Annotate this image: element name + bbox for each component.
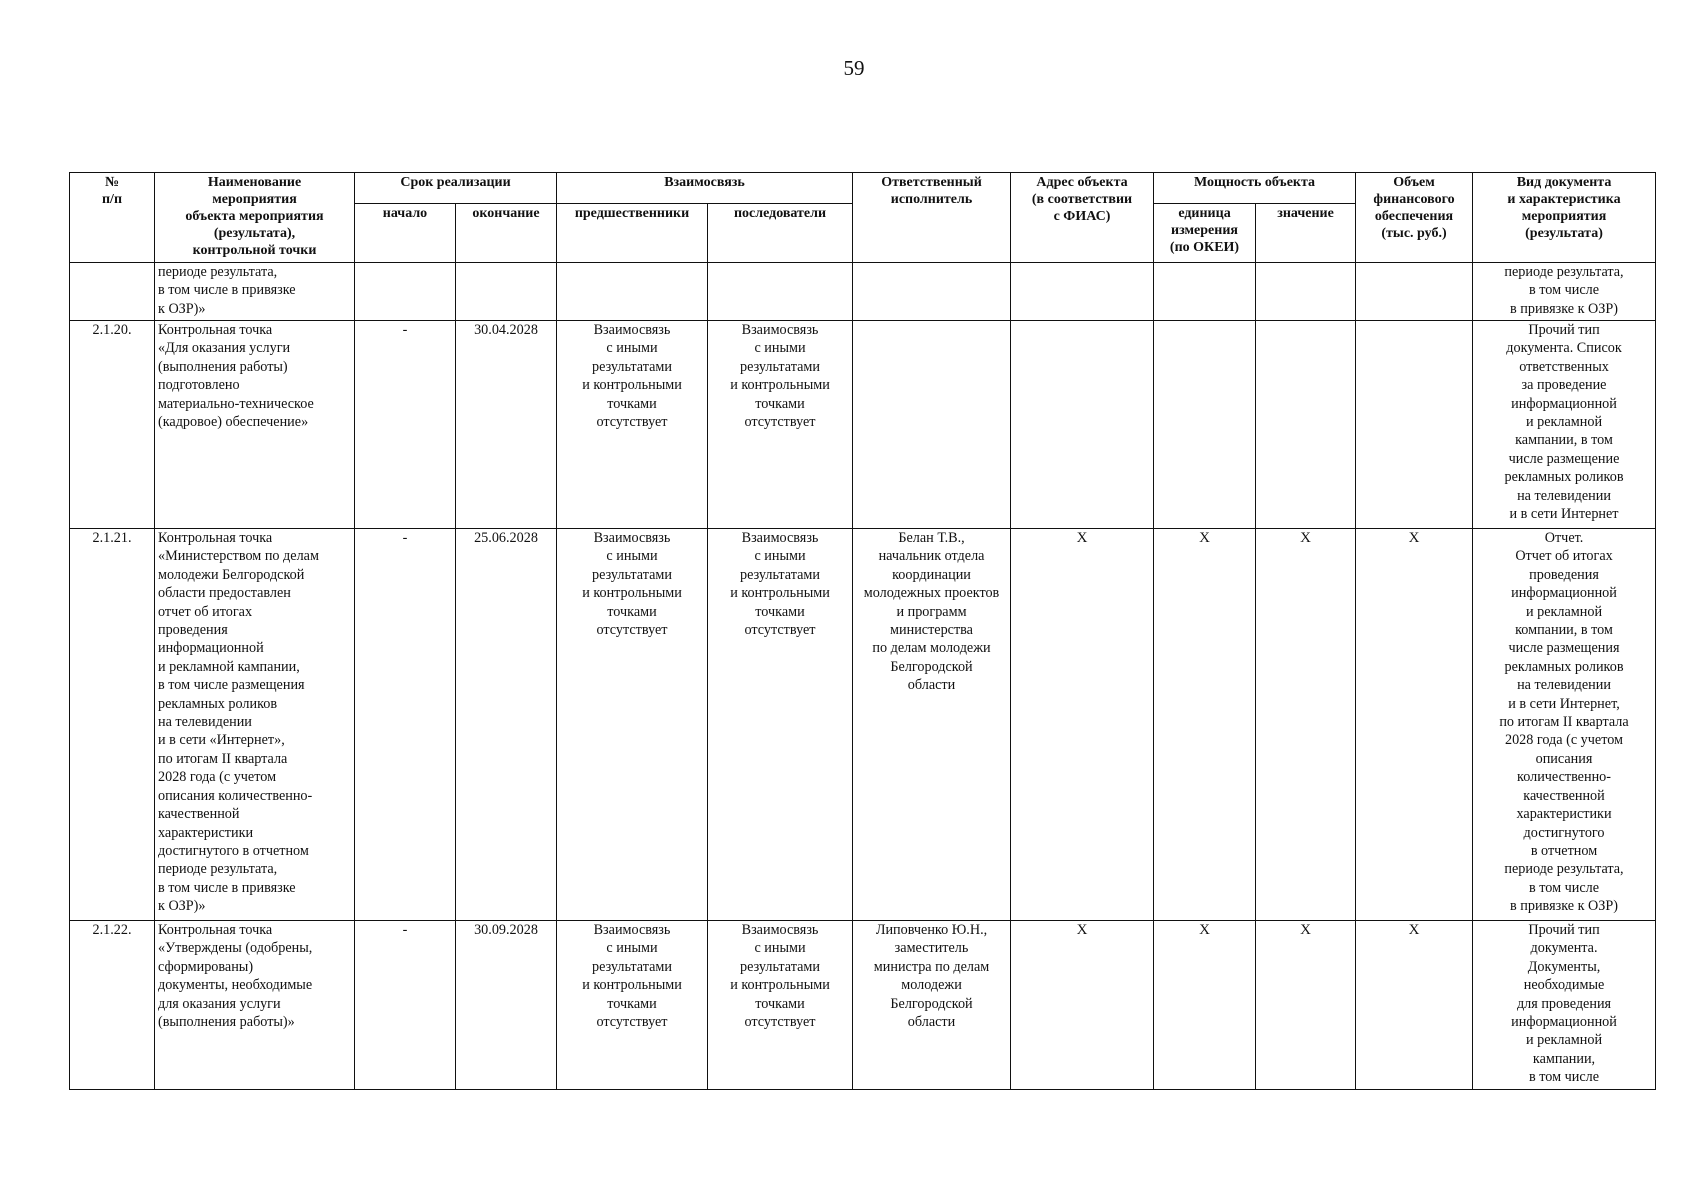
row-successors: Взаимосвязь с иными результатами и контрольными точками отсутствует <box>708 321 853 529</box>
table-row <box>70 263 1656 321</box>
table-row <box>70 529 1656 921</box>
row-finance <box>1356 263 1473 321</box>
row-end: 25.06.2028 <box>456 529 557 921</box>
events-table <box>69 172 1656 1090</box>
row-responsible <box>853 321 1011 529</box>
row-start: - <box>355 529 456 921</box>
row-predecessors: Взаимосвязь с иными результатами и контрольными точками отсутствует <box>557 921 708 1090</box>
row-value <box>1256 263 1356 321</box>
header-successors: последователи <box>708 204 853 263</box>
row-start <box>355 263 456 321</box>
row-successors <box>708 263 853 321</box>
row-address <box>1011 321 1154 529</box>
row-address: X <box>1011 529 1154 921</box>
row-no <box>70 263 155 321</box>
row-finance <box>1356 321 1473 529</box>
row-predecessors: Взаимосвязь с иными результатами и контрольными точками отсутствует <box>557 529 708 921</box>
row-address: X <box>1011 921 1154 1090</box>
table-row <box>70 921 1656 1090</box>
row-doc-type: Отчет. Отчет об итогах проведения информационной и рекламной компании, в том числе размещения рекламных роликов на телевидении и в сети Интернет, по итогам II квартала 2028 года (с учетом описания количественно- качественной характеристики достигнутого в отчетном периоде результата, в том числе в привязке к ОЗР) <box>1473 529 1656 921</box>
row-no: 2.1.22. <box>70 921 155 1090</box>
row-successors: Взаимосвязь с иными результатами и контрольными точками отсутствует <box>708 921 853 1090</box>
row-unit: X <box>1154 921 1256 1090</box>
header-relation: Взаимосвязь <box>557 173 853 204</box>
row-doc-type: Прочий тип документа. Документы, необходимые для проведения информационной и рекламной кампании, в том числе <box>1473 921 1656 1090</box>
header-doc-type: Вид документа и характеристика мероприятия (результата) <box>1473 173 1656 263</box>
row-predecessors: Взаимосвязь с иными результатами и контрольными точками отсутствует <box>557 321 708 529</box>
row-end: 30.04.2028 <box>456 321 557 529</box>
header-name: Наименование мероприятия объекта мероприятия (результата), контрольной точки <box>155 173 355 263</box>
row-finance: X <box>1356 921 1473 1090</box>
header-no: № п/п <box>70 173 155 263</box>
row-no: 2.1.21. <box>70 529 155 921</box>
table-row <box>70 321 1656 529</box>
header-value: значение <box>1256 204 1356 263</box>
row-end: 30.09.2028 <box>456 921 557 1090</box>
header-predecessors: предшественники <box>557 204 708 263</box>
row-name: Контрольная точка «Министерством по делам молодежи Белгородской области предоставлен отчет об итогах проведения информационной и рекламной кампании, в том числе размещения рекламных роликов на телевидении и в сети «Интернет», по итогам II квартала 2028 года (с учетом описания количественно- качественной характеристики достигнутого в отчетном периоде результата, в том числе в привязке к ОЗР)» <box>155 529 355 921</box>
table-header <box>70 173 1656 263</box>
row-successors: Взаимосвязь с иными результатами и контрольными точками отсутствует <box>708 529 853 921</box>
row-no: 2.1.20. <box>70 321 155 529</box>
header-capacity: Мощность объекта <box>1154 173 1356 204</box>
row-unit <box>1154 321 1256 529</box>
row-responsible: Белан Т.В., начальник отдела координации молодежных проектов и программ министерства по делам молодежи Белгородской области <box>853 529 1011 921</box>
header-address: Адрес объекта (в соответствии с ФИАС) <box>1011 173 1154 263</box>
row-name: Контрольная точка «Утверждены (одобрены, сформированы) документы, необходимые для оказания услуги (выполнения работы)» <box>155 921 355 1090</box>
row-start: - <box>355 321 456 529</box>
row-responsible: Липовченко Ю.Н., заместитель министра по делам молодежи Белгородской области <box>853 921 1011 1090</box>
row-address <box>1011 263 1154 321</box>
row-name: Контрольная точка «Для оказания услуги (выполнения работы) подготовлено материально-техническое (кадровое) обеспечение» <box>155 321 355 529</box>
header-unit: единица измерения (по ОКЕИ) <box>1154 204 1256 263</box>
row-name: периоде результата, в том числе в привязке к ОЗР)» <box>155 263 355 321</box>
header-end: окончание <box>456 204 557 263</box>
header-period: Срок реализации <box>355 173 557 204</box>
row-value <box>1256 321 1356 529</box>
row-predecessors <box>557 263 708 321</box>
row-responsible <box>853 263 1011 321</box>
header-finance: Объем финансового обеспечения (тыс. руб.) <box>1356 173 1473 263</box>
row-doc-type: периоде результата, в том числе в привязке к ОЗР) <box>1473 263 1656 321</box>
row-unit <box>1154 263 1256 321</box>
row-doc-type: Прочий тип документа. Список ответственных за проведение информационной и рекламной кампании, в том числе размещение рекламных роликов на телевидении и в сети Интернет <box>1473 321 1656 529</box>
header-responsible: Ответственный исполнитель <box>853 173 1011 263</box>
header-start: начало <box>355 204 456 263</box>
row-finance: X <box>1356 529 1473 921</box>
row-start: - <box>355 921 456 1090</box>
row-unit: X <box>1154 529 1256 921</box>
row-value: X <box>1256 921 1356 1090</box>
row-end <box>456 263 557 321</box>
page-number: 59 <box>843 56 865 80</box>
row-value: X <box>1256 529 1356 921</box>
